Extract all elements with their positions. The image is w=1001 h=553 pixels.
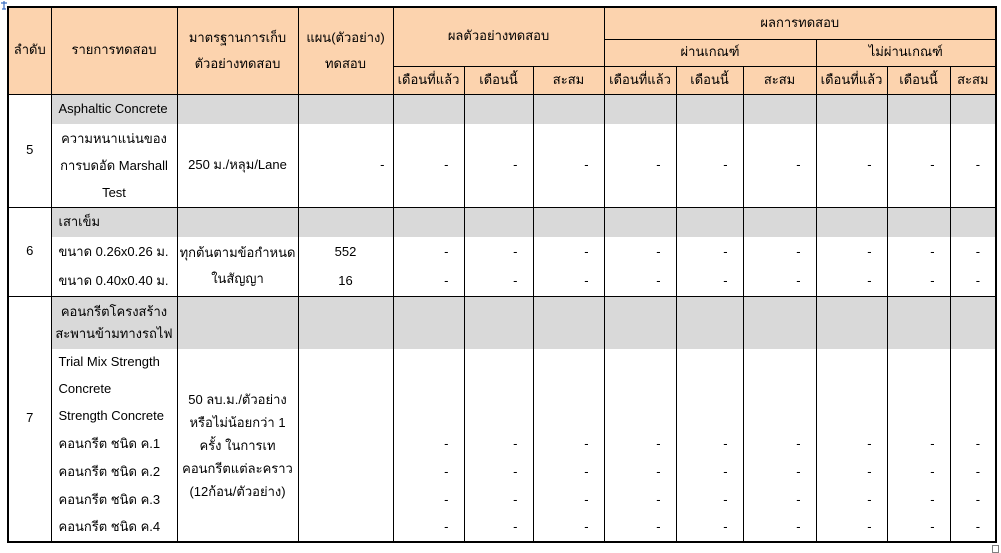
row6-subheader-fill xyxy=(816,207,887,237)
row6-subheader: เสาเข็ม xyxy=(51,207,177,237)
row6-pass-thismonth-2: - xyxy=(676,267,743,296)
row7-plan-empty xyxy=(298,376,393,403)
row5-standard: 250 ม./หลุม/Lane xyxy=(177,124,298,207)
row7-empty-cell xyxy=(887,403,950,430)
row7-test-item-7: คอนกรีต ชนิด ค.4 xyxy=(51,514,177,542)
row5-subheader-fill xyxy=(950,94,996,124)
header-sub-pass-thismonth: เดือนนี้ xyxy=(676,66,743,94)
row6-sample-lastmonth-1: - xyxy=(393,237,464,267)
row6-subheader-fill xyxy=(676,207,743,237)
row6-number: 6 xyxy=(8,207,51,296)
row7-sample-lastmonth-4: - xyxy=(393,514,464,542)
row7-empty-cell xyxy=(393,376,464,403)
row7-subheader-fill xyxy=(950,296,996,349)
row5-fail-thismonth: - xyxy=(887,124,950,207)
row7-test-item-3: Strength Concrete xyxy=(51,403,177,430)
row5-number: 5 xyxy=(8,94,51,207)
row5-sample-thismonth: - xyxy=(464,124,533,207)
row7-empty-cell xyxy=(604,376,676,403)
row7-empty-cell xyxy=(887,349,950,376)
row7-test-item-1: Trial Mix Strength xyxy=(51,349,177,376)
header-group-fail: ไม่ผ่านเกณฑ์ xyxy=(816,39,996,66)
header-col-no: ลำดับ xyxy=(8,7,51,94)
header-sub-sample-thismonth: เดือนนี้ xyxy=(464,66,533,94)
row6-subheader-fill xyxy=(950,207,996,237)
row7-empty-cell xyxy=(950,403,996,430)
row7-empty-cell xyxy=(950,349,996,376)
row6-fail-lastmonth-1: - xyxy=(816,237,887,267)
row7-plan-empty xyxy=(298,403,393,430)
row7-fail-lastmonth-1: - xyxy=(816,430,887,458)
row6-sample-cumulative-2: - xyxy=(533,267,604,296)
row6-subheader-fill xyxy=(464,207,533,237)
row6-subheader-fill xyxy=(887,207,950,237)
row6-pass-cumulative-2: - xyxy=(743,267,816,296)
row5-pass-thismonth: - xyxy=(676,124,743,207)
row7-pass-cumulative-1: - xyxy=(743,430,816,458)
row7-empty-cell xyxy=(743,349,816,376)
row7-sample-lastmonth-3: - xyxy=(393,486,464,514)
row7-standard-line1: 50 ลบ.ม./ตัวอย่าง xyxy=(188,391,287,407)
header-col-plan-line1: แผน(ตัวอย่าง) xyxy=(306,29,385,45)
row7-subheader-fill xyxy=(887,296,950,349)
header-group-test-results: ผลการทดสอบ xyxy=(604,7,996,39)
row6-fail-lastmonth-2: - xyxy=(816,267,887,296)
row7-empty-cell xyxy=(464,349,533,376)
row7-plan-empty xyxy=(298,430,393,458)
row7-sample-cumulative-2: - xyxy=(533,458,604,486)
header-sub-sample-cumulative: สะสม xyxy=(533,66,604,94)
row6-subheader-fill xyxy=(604,207,676,237)
row6-fail-cumulative-1: - xyxy=(950,237,996,267)
row7-empty-cell xyxy=(464,376,533,403)
row7-empty-cell xyxy=(533,403,604,430)
row7-subheader-fill xyxy=(298,296,393,349)
row7-empty-cell xyxy=(533,349,604,376)
row7-empty-cell xyxy=(676,403,743,430)
row7-subheader-fill xyxy=(676,296,743,349)
row7-test-item-5: คอนกรีต ชนิด ค.2 xyxy=(51,458,177,486)
row7-pass-lastmonth-2: - xyxy=(604,458,676,486)
row7-fail-lastmonth-2: - xyxy=(816,458,887,486)
row6-subheader-fill xyxy=(533,207,604,237)
row7-sample-thismonth-4: - xyxy=(464,514,533,542)
header-sub-fail-thismonth: เดือนนี้ xyxy=(887,66,950,94)
row7-sample-thismonth-3: - xyxy=(464,486,533,514)
row7-standard-line3: ครั้ง ในการเท xyxy=(199,437,276,453)
row5-subheader-fill xyxy=(464,94,533,124)
header-col-item: รายการทดสอบ xyxy=(51,7,177,94)
row7-pass-thismonth-3: - xyxy=(676,486,743,514)
row7-sample-cumulative-4: - xyxy=(533,514,604,542)
row7-pass-thismonth-1: - xyxy=(676,430,743,458)
row6-pass-lastmonth-1: - xyxy=(604,237,676,267)
row7-fail-cumulative-1: - xyxy=(950,430,996,458)
row7-plan-empty xyxy=(298,514,393,542)
row6-subheader-fill xyxy=(177,207,298,237)
row7-standard-line2: หรือไม่น้อยกว่า 1 xyxy=(189,414,286,430)
row6-subheader-fill xyxy=(393,207,464,237)
row5-pass-cumulative: - xyxy=(743,124,816,207)
row7-empty-cell xyxy=(604,403,676,430)
row7-empty-cell xyxy=(533,376,604,403)
row7-subheader-fill xyxy=(464,296,533,349)
row7-standard xyxy=(177,349,298,542)
row7-empty-cell xyxy=(743,376,816,403)
row7-empty-cell xyxy=(816,403,887,430)
row7-number: 7 xyxy=(8,296,51,542)
header-col-plan-line2: ทดสอบ xyxy=(324,55,366,71)
row7-subheader-fill xyxy=(533,296,604,349)
row7-pass-lastmonth-1: - xyxy=(604,430,676,458)
row6-plan-value-1: 552 xyxy=(298,237,393,267)
header-sub-sample-lastmonth: เดือนที่แล้ว xyxy=(393,66,464,94)
row6-fail-cumulative-2: - xyxy=(950,267,996,296)
row7-test-item-2: Concrete xyxy=(51,376,177,403)
row7-empty-cell xyxy=(887,376,950,403)
row6-sample-cumulative-1: - xyxy=(533,237,604,267)
row7-plan-empty xyxy=(298,349,393,376)
row7-sample-thismonth-1: - xyxy=(464,430,533,458)
row5-plan-value: - xyxy=(298,124,393,207)
row6-pass-thismonth-1: - xyxy=(676,237,743,267)
row7-empty-cell xyxy=(743,403,816,430)
row6-standard-line1: ทุกต้นตามข้อกำหนด xyxy=(179,245,296,261)
row6-subheader-fill xyxy=(298,207,393,237)
row7-fail-thismonth-1: - xyxy=(887,430,950,458)
row5-subheader-fill xyxy=(393,94,464,124)
header-col-standard-line1: มาตรฐานการเก็บ xyxy=(188,29,287,45)
row7-empty-cell xyxy=(393,349,464,376)
row7-subheader-fill xyxy=(177,296,298,349)
row6-sample-lastmonth-2: - xyxy=(393,267,464,296)
row5-subheader-fill xyxy=(298,94,393,124)
row6-pass-lastmonth-2: - xyxy=(604,267,676,296)
row7-subheader-line1: คอนกรีตโครงสร้าง xyxy=(60,303,168,319)
row5-sample-lastmonth: - xyxy=(393,124,464,207)
header-sub-pass-lastmonth: เดือนที่แล้ว xyxy=(604,66,676,94)
row7-fail-cumulative-3: - xyxy=(950,486,996,514)
row7-subheader-fill xyxy=(816,296,887,349)
row7-empty-cell xyxy=(950,376,996,403)
row6-fail-thismonth-2: - xyxy=(887,267,950,296)
row7-pass-thismonth-2: - xyxy=(676,458,743,486)
row7-test-item-6: คอนกรีต ชนิด ค.3 xyxy=(51,486,177,514)
row7-fail-cumulative-2: - xyxy=(950,458,996,486)
row7-empty-cell xyxy=(393,403,464,430)
row7-pass-cumulative-3: - xyxy=(743,486,816,514)
row5-test-item-line2: การบดอัด Marshall xyxy=(60,157,168,173)
row7-subheader-fill xyxy=(393,296,464,349)
row5-subheader-fill xyxy=(533,94,604,124)
row6-test-item-2: ขนาด 0.40x0.40 ม. xyxy=(51,267,177,296)
row7-sample-lastmonth-2: - xyxy=(393,458,464,486)
row5-test-item-line3: Test xyxy=(102,184,126,200)
row7-pass-lastmonth-3: - xyxy=(604,486,676,514)
row7-standard-line5: (12ก้อน/ตัวอย่าง) xyxy=(189,483,286,499)
row5-subheader-fill xyxy=(604,94,676,124)
row6-test-item-1: ขนาด 0.26x0.26 ม. xyxy=(51,237,177,267)
row6-standard-line2: ในสัญญา xyxy=(211,271,264,287)
header-group-pass: ผ่านเกณฑ์ xyxy=(604,39,816,66)
row7-empty-cell xyxy=(676,349,743,376)
row5-subheader: Asphaltic Concrete xyxy=(51,94,177,124)
row7-subheader-line2: สะพานข้ามทางรถไฟ xyxy=(55,325,173,341)
row5-subheader-fill xyxy=(676,94,743,124)
row5-pass-lastmonth: - xyxy=(604,124,676,207)
row5-fail-lastmonth: - xyxy=(816,124,887,207)
row7-subheader-fill xyxy=(604,296,676,349)
row7-plan-empty xyxy=(298,458,393,486)
row7-pass-thismonth-4: - xyxy=(676,514,743,542)
row7-fail-lastmonth-3: - xyxy=(816,486,887,514)
row6-subheader-fill xyxy=(743,207,816,237)
row5-subheader-fill xyxy=(887,94,950,124)
header-sub-fail-lastmonth: เดือนที่แล้ว xyxy=(816,66,887,94)
row7-subheader-fill xyxy=(743,296,816,349)
header-sub-pass-cumulative: สะสม xyxy=(743,66,816,94)
header-col-standard xyxy=(177,7,298,94)
row7-sample-thismonth-2: - xyxy=(464,458,533,486)
header-sub-fail-cumulative: สะสม xyxy=(950,66,996,94)
row7-test-item-4: คอนกรีต ชนิด ค.1 xyxy=(51,430,177,458)
row7-empty-cell xyxy=(604,349,676,376)
row5-fail-cumulative: - xyxy=(950,124,996,207)
row7-plan-empty xyxy=(298,486,393,514)
row5-sample-cumulative: - xyxy=(533,124,604,207)
row6-plan-value-2: 16 xyxy=(298,267,393,296)
row6-sample-thismonth-1: - xyxy=(464,237,533,267)
row7-fail-cumulative-4: - xyxy=(950,514,996,542)
row5-test-item xyxy=(51,124,177,207)
row7-empty-cell xyxy=(676,376,743,403)
row6-fail-thismonth-1: - xyxy=(887,237,950,267)
row6-pass-cumulative-1: - xyxy=(743,237,816,267)
row7-sample-lastmonth-1: - xyxy=(393,430,464,458)
row7-empty-cell xyxy=(816,349,887,376)
row7-fail-thismonth-2: - xyxy=(887,458,950,486)
row7-pass-cumulative-4: - xyxy=(743,514,816,542)
header-group-sample-results: ผลตัวอย่างทดสอบ xyxy=(393,7,604,66)
row5-subheader-fill xyxy=(816,94,887,124)
row7-sample-cumulative-3: - xyxy=(533,486,604,514)
test-summary-table xyxy=(7,6,997,543)
row7-fail-lastmonth-4: - xyxy=(816,514,887,542)
row7-pass-cumulative-2: - xyxy=(743,458,816,486)
row7-empty-cell xyxy=(464,403,533,430)
row6-standard xyxy=(177,237,298,296)
row7-sample-cumulative-1: - xyxy=(533,430,604,458)
row7-fail-thismonth-3: - xyxy=(887,486,950,514)
row5-subheader-fill xyxy=(743,94,816,124)
row7-subheader xyxy=(51,296,177,349)
header-col-standard-line2: ตัวอย่างทดสอบ xyxy=(194,55,281,71)
row6-sample-thismonth-2: - xyxy=(464,267,533,296)
row5-subheader-fill xyxy=(177,94,298,124)
row7-pass-lastmonth-4: - xyxy=(604,514,676,542)
row7-standard-line4: คอนกรีตแต่ละคราว xyxy=(182,460,293,476)
row5-test-item-line1: ความหนาแน่นของ xyxy=(61,130,167,146)
row7-empty-cell xyxy=(816,376,887,403)
header-col-plan xyxy=(298,7,393,94)
row7-fail-thismonth-4: - xyxy=(887,514,950,542)
